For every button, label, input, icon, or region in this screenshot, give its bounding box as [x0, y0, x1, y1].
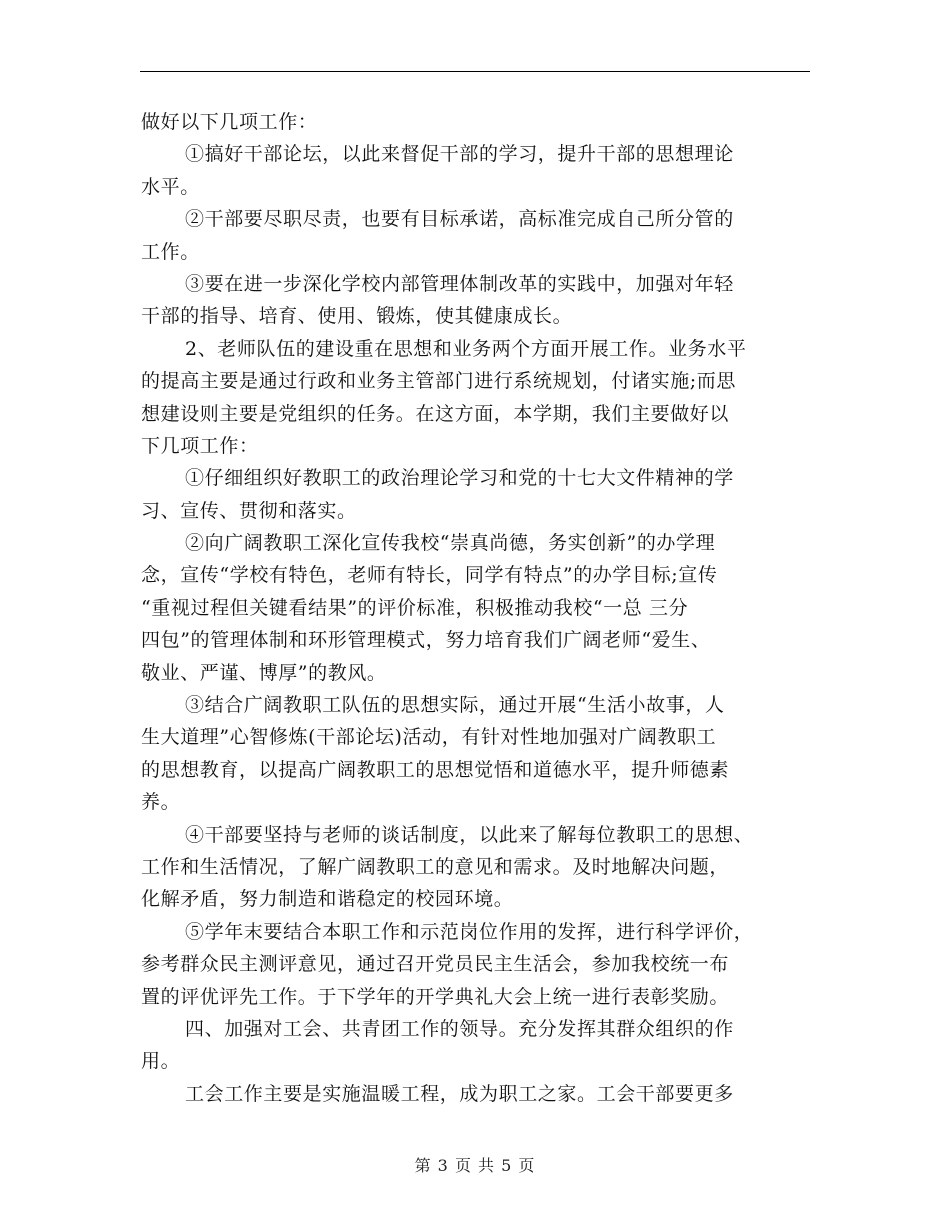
document-body: [141, 106, 813, 1110]
text-line: 念，宣传“学校有特色，老师有特长，同学有特点”的办学目标;宣传: [141, 564, 718, 587]
text-line: “重视过程但关键看结果”的评价标准，积极推动我校“一总 三分: [141, 596, 689, 619]
text-line: ③要在进一步深化学校内部管理体制改革的实践中，加强对年轻: [185, 272, 734, 295]
text-line: 工作。: [141, 240, 200, 263]
text-line: 置的评优评先工作。于下学年的开学典礼大会上统一进行表彰奖励。: [141, 985, 730, 1008]
text-line: ⑤学年末要结合本职工作和示范岗位作用的发挥，进行科学评价，: [185, 920, 754, 943]
text-line: ②干部要尽职尽责，也要有目标承诺，高标准完成自己所分管的: [185, 208, 734, 231]
text-line: 的思想教育，以提高广阔教职工的思想觉悟和道德水平，提升师德素: [141, 758, 730, 781]
text-line: 的提高主要是通过行政和业务主管部门进行系统规划，付诸实施;而思: [141, 370, 737, 393]
text-line: 做好以下几项工作：: [141, 111, 318, 133]
header-rule: [140, 71, 810, 72]
text-line: ③结合广阔教职工队伍的思想实际，通过开展“生活小故事，人: [185, 694, 725, 717]
text-line: 工会工作主要是实施温暖工程，成为职工之家。工会干部要更多: [185, 1082, 734, 1105]
text-line: 想建设则主要是党组织的任务。在这方面，本学期，我们主要做好以: [141, 402, 730, 425]
text-line: 四、加强对工会、共青团工作的领导。充分发挥其群众组织的作: [185, 1017, 734, 1040]
text-line: 下几项工作：: [141, 434, 259, 457]
text-line: 四包”的管理体制和环形管理模式，努力培育我们广阔老师“爱生、: [141, 629, 711, 652]
text-line: ④干部要坚持与老师的谈话制度，以此来了解每位教职工的思想、: [185, 823, 754, 846]
text-line: 习、宣传、贯彻和落实。: [141, 499, 357, 522]
text-line: 工作和生活情况，了解广阔教职工的意见和需求。及时地解决问题，: [141, 855, 730, 878]
text-line: 生大道理”心智修炼(干部论坛)活动，有针对性地加强对广阔教职工: [141, 726, 717, 749]
text-line: 水平。: [141, 175, 200, 198]
text-line: 参考群众民主测评意见，通过召开党员民主生活会，参加我校统一布: [141, 953, 730, 976]
text-line: 养。: [141, 791, 181, 814]
text-line: 用。: [141, 1050, 181, 1073]
text-line: ①搞好干部论坛，以此来督促干部的学习，提升干部的思想理论: [185, 143, 734, 166]
page-number-footer: 第 3 页 共 5 页: [414, 1156, 536, 1175]
text-line: 化解矛盾，努力制造和谐稳定的校园环境。: [141, 888, 514, 911]
text-line: 2、老师队伍的建设重在思想和业务两个方面开展工作。业务水平: [185, 337, 747, 360]
text-line: ②向广阔教职工深化宣传我校“崇真尚德，务实创新”的办学理: [185, 532, 716, 555]
text-line: 干部的指导、培育、使用、锻炼，使其健康成长。: [141, 305, 573, 328]
text-line: ①仔细组织好教职工的政治理论学习和党的十七大文件精神的学: [185, 467, 734, 490]
text-line: 敬业、严谨、博厚”的教风。: [141, 661, 387, 684]
